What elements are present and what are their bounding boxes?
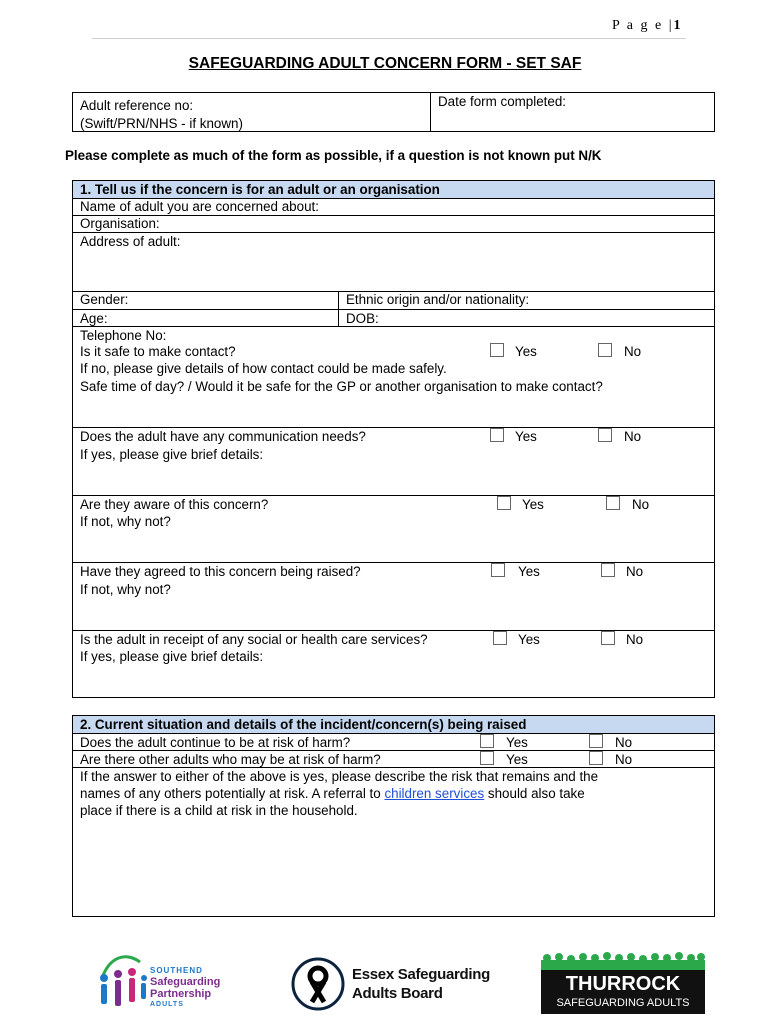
services-question: Is the adult in receipt of any social or health care services? — [80, 632, 428, 647]
gender-label: Gender: — [80, 292, 129, 307]
describe-risk-line-3: place if there is a child at risk in the household. — [80, 803, 358, 818]
southend-logo: SOUTHEND Safeguarding Partnership ADULTS — [96, 948, 226, 1016]
page-number: P a g e |1 — [612, 18, 681, 33]
age-label: Age: — [80, 311, 108, 326]
services-no-checkbox[interactable] — [601, 631, 615, 645]
organisation-label: Organisation: — [80, 216, 160, 231]
children-services-link[interactable]: children services — [384, 786, 485, 801]
agreed-yes-checkbox[interactable] — [491, 563, 505, 577]
communication-details-label: If yes, please give brief details: — [80, 447, 264, 462]
services-yes-label: Yes — [518, 632, 540, 647]
telephone-label: Telephone No: — [80, 328, 167, 343]
agreed-no-label: No — [626, 564, 644, 579]
risk-harm-no-checkbox[interactable] — [589, 734, 603, 748]
risk-harm-question: Does the adult continue to be at risk of harm? — [80, 735, 351, 750]
date-completed-label: Date form completed: — [438, 94, 567, 109]
header-divider — [92, 38, 686, 39]
aware-question: Are they aware of this concern? — [80, 497, 269, 512]
thurrock-crowd-icon — [541, 952, 705, 970]
services-no-label: No — [626, 632, 644, 647]
page-title: SAFEGUARDING ADULT CONCERN FORM - SET SAF — [188, 55, 582, 72]
ethnic-label: Ethnic origin and/or nationality: — [346, 292, 530, 307]
communication-no-checkbox[interactable] — [598, 428, 612, 442]
agreed-why-label: If not, why not? — [80, 582, 171, 597]
describe-risk-line-1: If the answer to either of the above is yes, please describe the risk that remains and the — [80, 769, 599, 784]
risk-harm-yes-checkbox[interactable] — [480, 734, 494, 748]
safe-contact-no-label: No — [624, 344, 642, 359]
southend-figures-icon — [96, 948, 150, 1014]
dob-label: DOB: — [346, 311, 379, 326]
communication-question: Does the adult have any communication needs? — [80, 429, 366, 444]
aware-no-checkbox[interactable] — [606, 496, 620, 510]
agreed-question: Have they agreed to this concern being raised? — [80, 564, 361, 579]
services-details-label: If yes, please give brief details: — [80, 649, 264, 664]
communication-yes-label: Yes — [515, 429, 537, 444]
other-adults-yes-checkbox[interactable] — [480, 751, 494, 765]
safe-time-question: Safe time of day? / Would it be safe for the GP or another organisation to make contact? — [80, 379, 603, 394]
section-1-heading: 1. Tell us if the concern is for an adult or an organisation — [80, 182, 440, 197]
address-label: Address of adult: — [80, 234, 181, 249]
other-adults-question: Are there other adults who may be at risk of harm? — [80, 752, 381, 767]
other-adults-yes-label: Yes — [506, 752, 528, 767]
adult-ref-label: Adult reference no: — [80, 98, 194, 113]
aware-no-label: No — [632, 497, 650, 512]
if-no-details: If no, please give details of how contact could be made safely. — [80, 361, 447, 376]
safe-contact-question: Is it safe to make contact? — [80, 344, 236, 359]
name-label: Name of adult you are concerned about: — [80, 199, 319, 214]
communication-no-label: No — [624, 429, 642, 444]
risk-harm-yes-label: Yes — [506, 735, 528, 750]
services-yes-checkbox[interactable] — [493, 631, 507, 645]
other-adults-no-checkbox[interactable] — [589, 751, 603, 765]
adult-ref-hint: (Swift/PRN/NHS - if known) — [80, 116, 243, 131]
section-2-heading: 2. Current situation and details of the incident/concern(s) being raised — [80, 717, 527, 732]
instruction-text: Please complete as much of the form as possible, if a question is not known put N/K — [65, 148, 602, 163]
thurrock-logo: THURROCK SAFEGUARDING ADULTS — [541, 952, 705, 1014]
aware-yes-label: Yes — [522, 497, 544, 512]
safe-contact-yes-checkbox[interactable] — [490, 343, 504, 357]
safe-contact-yes-label: Yes — [515, 344, 537, 359]
other-adults-no-label: No — [615, 752, 633, 767]
risk-harm-no-label: No — [615, 735, 633, 750]
aware-why-label: If not, why not? — [80, 514, 171, 529]
essex-ribbon-icon — [290, 956, 346, 1012]
aware-yes-checkbox[interactable] — [497, 496, 511, 510]
agreed-yes-label: Yes — [518, 564, 540, 579]
safe-contact-no-checkbox[interactable] — [598, 343, 612, 357]
communication-yes-checkbox[interactable] — [490, 428, 504, 442]
essex-logo: Essex Safeguarding Adults Board — [290, 956, 500, 1016]
describe-risk-line-2: names of any others potentially at risk. A referral to children services should also take — [80, 786, 585, 801]
agreed-no-checkbox[interactable] — [601, 563, 615, 577]
